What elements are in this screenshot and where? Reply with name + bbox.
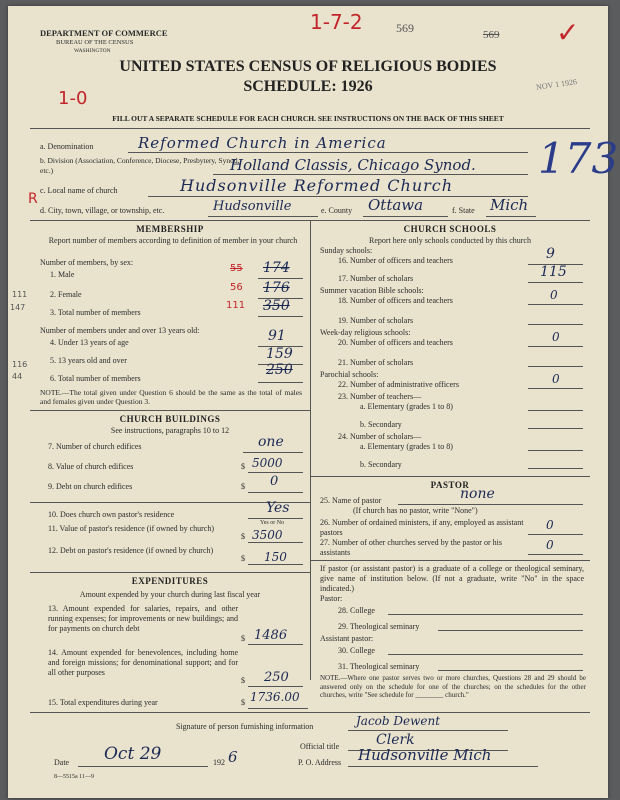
county-label: e. County (321, 206, 353, 215)
weekday-label: Week-day religious schools: (320, 328, 411, 337)
expenditures-sub: Amount expended by your church during last fiscal year (79, 590, 261, 599)
underline (528, 304, 583, 305)
pastor-note: NOTE.—Where one pastor serves two or more churches, Questions 28 and 29 should be answered only on the schedule for one of the churches; on the schedules for the other churches, write "See schedule for ________ church." (320, 674, 586, 699)
underline (248, 564, 303, 565)
underline (213, 174, 528, 175)
underline (528, 388, 583, 389)
local-name-value: Hudsonville Reformed Church (180, 176, 454, 195)
underline (528, 282, 583, 283)
q23a-label: a. Elementary (grades 1 to 8) (360, 402, 453, 411)
q13-label: 13. Amount expended for salaries, repairs, and other running expenses; for improvements or new buildings; and for payments on church debt (48, 604, 238, 633)
q27-value: 0 (546, 538, 554, 552)
q20-label: 20. Number of officers and teachers (338, 338, 453, 347)
margin-note-b: 147 (10, 303, 26, 312)
bureau-name: BUREAU OF THE CENSUS (56, 39, 134, 46)
underline (388, 654, 583, 655)
underline (528, 534, 583, 535)
underline (363, 216, 448, 217)
q27-label: 27. Number of other churches served by the pastor or his assistants (320, 538, 502, 557)
q18-value: 0 (550, 288, 558, 302)
q6-value: 250 (266, 362, 293, 378)
q15-label: 15. Total expenditures during year (48, 698, 158, 707)
q5-label: 5. 13 years old and over (50, 356, 127, 365)
q28-label: 28. College (338, 606, 375, 615)
q14-value: 250 (264, 670, 289, 685)
q17-label: 17. Number of scholars (338, 274, 414, 283)
underline (248, 492, 303, 493)
underline (243, 452, 303, 453)
membership-title: MEMBERSHIP (136, 224, 204, 234)
q5-value: 159 (266, 346, 293, 362)
city-name: WASHINGTON (74, 48, 111, 54)
q12-value: 150 (264, 550, 287, 564)
date-received-stamp: NOV 1 1926 (535, 77, 578, 92)
q23-label: 23. Number of teachers— (338, 392, 422, 401)
q24b-label: b. Secondary (360, 460, 402, 469)
column-divider (310, 220, 311, 680)
q1-value: 174 (263, 260, 290, 276)
q8-value: 5000 (252, 456, 283, 470)
q14-label: 14. Amount expended for benevolences, including home and foreign missions; for denominational support; and for all other purposes (48, 648, 238, 677)
q9-value: 0 (270, 474, 279, 489)
underline (248, 686, 303, 687)
divider (30, 410, 310, 411)
struck-number: 569 (483, 29, 500, 41)
underline (128, 152, 528, 153)
signature-label: Signature of person furnishing information (176, 722, 314, 731)
divider (310, 476, 590, 477)
margin-note-c: 116 (12, 360, 28, 369)
q4-value: 91 (268, 328, 286, 344)
underline (528, 428, 583, 429)
denomination-label: a. Denomination (40, 142, 94, 151)
q11-value: 3500 (252, 528, 283, 542)
red-mark-left: 1-0 (58, 88, 88, 109)
q29-label: 29. Theological seminary (338, 622, 420, 631)
underline (148, 196, 528, 197)
q1-label: 1. Male (50, 270, 75, 279)
membership-intro: Report number of members according to definition of member in your church (48, 236, 298, 245)
expenditures-title: EXPENDITURES (131, 576, 209, 586)
sunday-label: Sunday schools: (320, 246, 373, 255)
q18-label: 18. Number of officers and teachers (338, 296, 453, 305)
summer-label: Summer vacation Bible schools: (320, 286, 424, 295)
stamp-number: 569 (396, 21, 414, 35)
q16-label: 16. Number of officers and teachers (338, 256, 453, 265)
pastor-title: PASTOR (430, 480, 470, 490)
dollar-sign: $ (241, 532, 245, 541)
division-value: Holland Classis, Chicago Synod. (230, 156, 476, 174)
underline (528, 366, 583, 367)
buildings-sub: See instructions, paragraphs 10 to 12 (110, 426, 230, 435)
margin-note-d: 44 (12, 372, 23, 381)
county-value: Ottawa (368, 196, 424, 214)
q30-label: 30. College (338, 646, 375, 655)
q24-label: 24. Number of scholars— (338, 432, 422, 441)
schools-title: CHURCH SCHOOLS (403, 224, 497, 234)
q3-value: 350 (263, 298, 290, 314)
margin-note-a: 111 (12, 290, 28, 299)
q16-value: 9 (546, 246, 555, 262)
underline (208, 216, 318, 217)
dollar-sign: $ (241, 554, 245, 563)
address-label: P. O. Address (298, 758, 342, 767)
form-title: UNITED STATES CENSUS OF RELIGIOUS BODIES (119, 58, 497, 75)
q22-value: 0 (552, 372, 560, 386)
q13-value: 1486 (254, 628, 288, 643)
underline (528, 468, 583, 469)
divider (310, 560, 590, 561)
date-label: Date (54, 758, 70, 767)
dollar-sign: $ (241, 676, 245, 685)
asst-pastor-label: Assistant pastor: (320, 634, 374, 643)
year-value: 6 (228, 748, 238, 766)
underline (348, 730, 508, 731)
q10-value: Yes (266, 500, 290, 516)
buildings-title: CHURCH BUILDINGS (119, 414, 221, 424)
underline (248, 542, 303, 543)
q26-value: 0 (546, 518, 554, 532)
official-title-label: Official title (300, 742, 340, 751)
state-label: f. State (452, 206, 475, 215)
underline (438, 630, 583, 631)
check-mark-icon: ✓ (556, 16, 580, 49)
city-value: Hudsonville (213, 199, 292, 214)
dollar-sign: $ (241, 634, 245, 643)
q9-label: 9. Debt on church edifices (48, 482, 133, 491)
dept-name: DEPARTMENT OF COMMERCE (40, 28, 168, 38)
form-instruction: FILL OUT A SEPARATE SCHEDULE FOR EACH CHURCH. SEE INSTRUCTIONS ON THE BACK OF THIS SHEET (112, 114, 504, 123)
q6-label: 6. Total number of members (50, 374, 141, 383)
q3-label: 3. Total number of members (50, 308, 141, 317)
q21-label: 21. Number of scholars (338, 358, 414, 367)
q15-value: 1736.00 (250, 690, 300, 704)
q31-label: 31. Theological seminary (338, 662, 420, 671)
q11-label: 11. Value of pastor's residence (if owned by church) (48, 524, 215, 533)
year-prefix: 192 (213, 758, 225, 767)
date-value: Oct 29 (104, 744, 162, 764)
division-label: b. Division (Association, Conference, Diocese, Presbytery, Synod, etc.) (40, 156, 240, 175)
dollar-sign: $ (241, 482, 245, 491)
q1-old: 55 (230, 263, 243, 274)
q8-label: 8. Value of church edifices (48, 462, 134, 471)
by-sex-label: Number of members, by sex: (40, 258, 134, 267)
underline (248, 644, 303, 645)
form-code: 8—5515a 11—9 (54, 774, 94, 780)
city-label: d. City, town, village, or township, etc. (40, 206, 165, 215)
underline (248, 708, 308, 709)
q10-label: 10. Does church own pastor's residence (48, 510, 175, 519)
underline (438, 670, 583, 671)
q24a-label: a. Elementary (grades 1 to 8) (360, 442, 453, 451)
underline (528, 554, 583, 555)
q25-label: 25. Name of pastor (320, 496, 382, 505)
q22-label: 22. Number of administrative officers (338, 380, 459, 389)
parochial-label: Parochial schools: (320, 370, 379, 379)
underline (258, 316, 303, 317)
q25-hint: (If church has no pastor, write "None") (353, 506, 478, 515)
age-head: Number of members under and over 13 years old: (40, 326, 200, 335)
underline (258, 278, 303, 279)
underline (388, 614, 583, 615)
q3-old: 111 (226, 300, 246, 311)
q20-value: 0 (552, 330, 560, 344)
underline (528, 346, 583, 347)
address-value: Hudsonville Mich (358, 746, 492, 764)
underline (348, 766, 538, 767)
signature-value: Jacob Dewent (356, 714, 441, 728)
q2-old: 56 (230, 282, 243, 293)
q17-value: 115 (540, 264, 567, 280)
pastor-sub-label: Pastor: (320, 594, 343, 603)
college-note: If pastor (or assistant pastor) is a graduate of a college or theological seminary, give name of institution below. (If not a graduate, write "No" in the space indicated.) (320, 564, 584, 593)
census-form (8, 6, 619, 798)
underline (528, 324, 583, 325)
red-mark-top: 1-7-2 (310, 10, 363, 34)
large-blue-number: 173 (538, 134, 619, 183)
margin-mark: R (28, 191, 38, 207)
underline (528, 410, 583, 411)
q26-label: 26. Number of ordained ministers, if any, employed as assistant pastors (320, 518, 524, 537)
q2-label: 2. Female (50, 290, 82, 299)
dollar-sign: $ (241, 698, 245, 707)
local-name-label: c. Local name of church (40, 186, 118, 195)
q2-value: 176 (263, 280, 290, 296)
divider (30, 572, 310, 573)
official-title-value: Clerk (376, 732, 415, 748)
state-value: Mich (490, 196, 529, 214)
underline (258, 382, 303, 383)
underline (486, 216, 536, 217)
schedule-title: SCHEDULE: 1926 (243, 78, 373, 95)
dollar-sign: $ (241, 462, 245, 471)
q23b-label: b. Secondary (360, 420, 402, 429)
underline (398, 504, 583, 505)
underline (78, 766, 208, 767)
schools-intro: Report here only schools conducted by this church (369, 236, 531, 245)
q12-label: 12. Debt on pastor's residence (if owned by church) (48, 546, 214, 555)
q4-label: 4. Under 13 years of age (50, 338, 129, 347)
membership-note: NOTE.—The total given under Question 6 should be the same as the total of males and females given under Question 3. (40, 388, 302, 406)
underline (528, 450, 583, 451)
q25-value: none (460, 486, 495, 502)
divider (30, 128, 590, 129)
q7-label: 7. Number of church edifices (48, 442, 142, 451)
divider (30, 712, 590, 713)
q7-value: one (258, 434, 284, 450)
yes-no-hint: Yes or No (260, 520, 285, 526)
q19-label: 19. Number of scholars (338, 316, 414, 325)
underline (248, 472, 303, 473)
denomination-value: Reformed Church in America (138, 134, 387, 152)
